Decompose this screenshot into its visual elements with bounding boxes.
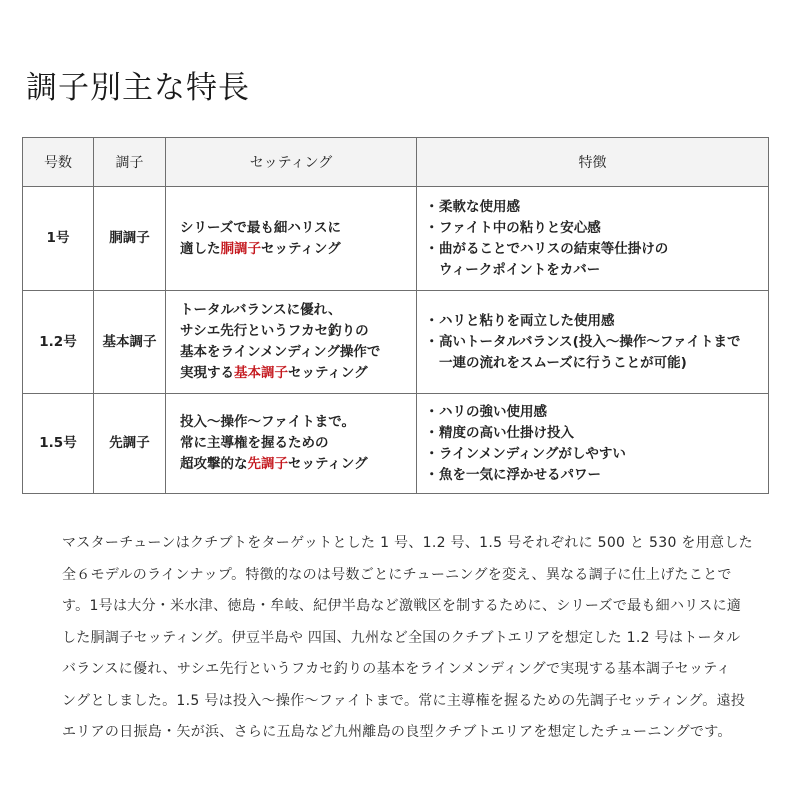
setting-text: セッティング xyxy=(288,456,368,472)
description-line: した胴調子セッティング。伊豆半島や 四国、九州など全国のクチブトエリアを想定した 1.2 号はトータル xyxy=(62,629,741,646)
list-item xyxy=(425,218,768,239)
setting-highlight: 先調子 xyxy=(247,456,288,472)
list-item xyxy=(425,465,768,486)
setting-text: 超攻撃的な xyxy=(180,456,248,472)
feature-text: 一連の流れをスムーズに行うことが可能) xyxy=(439,354,687,371)
header-features: 特徴 xyxy=(417,138,769,187)
description-line: す。1号は大分・米水津、徳島・牟岐、紀伊半島など激戦区を制するために、シリーズで最も細ハリスに適 xyxy=(62,598,742,614)
bullet: ・ xyxy=(425,240,439,257)
description-line: マスターチューンはクチブトをターゲットとした 1 号、1.2 号、1.5 号それぞれに 500 と 530 を用意した xyxy=(62,535,753,551)
row-number: 1号 xyxy=(23,187,94,291)
list-item xyxy=(425,197,768,218)
list-item xyxy=(425,260,768,281)
feature-text: ウィークポイントをカバー xyxy=(439,261,601,278)
spec-table xyxy=(22,137,769,494)
table-row xyxy=(23,187,769,291)
description-line: バランスに優れ、サシエ先行というフカセ釣りの基本をラインメンディングで実現する基本調子セッティ xyxy=(62,661,731,677)
list-item xyxy=(425,239,768,260)
bullet: ・ xyxy=(425,424,439,441)
row-number: 1.2号 xyxy=(23,291,94,394)
list-item xyxy=(425,423,768,444)
bullet: ・ xyxy=(425,466,439,483)
row-features xyxy=(417,291,769,394)
table-header-row xyxy=(23,138,769,187)
setting-highlight: 基本調子 xyxy=(234,365,288,381)
feature-text: 曲がることでハリスの結束等仕掛けの xyxy=(439,240,669,257)
setting-line: サシエ先行というフカセ釣りの xyxy=(180,323,369,339)
setting-line: 常に主導権を握るための xyxy=(180,435,329,451)
row-type: 胴調子 xyxy=(94,187,166,291)
feature-text: 魚を一気に浮かせるパワー xyxy=(439,466,601,483)
header-setting: セッティング xyxy=(166,138,417,187)
feature-text: ファイト中の粘りと安心感 xyxy=(439,219,601,236)
table-row xyxy=(23,394,769,494)
feature-text: ハリと粘りを両立した使用感 xyxy=(439,312,615,329)
row-type: 基本調子 xyxy=(94,291,166,394)
row-setting xyxy=(166,187,417,291)
row-setting xyxy=(166,394,417,494)
bullet: ・ xyxy=(425,312,439,329)
row-features xyxy=(417,187,769,291)
row-type: 先調子 xyxy=(94,394,166,494)
bullet: ・ xyxy=(425,403,439,420)
setting-text: セッティング xyxy=(261,240,341,257)
bullet: ・ xyxy=(425,198,439,215)
bullet: ・ xyxy=(425,445,439,462)
description-paragraph xyxy=(62,528,753,749)
list-item xyxy=(425,444,768,465)
description-line: エリアの日振島・矢が浜、さらに五島など九州離島の良型クチブトエリアを想定したチューニングです。 xyxy=(62,724,732,740)
setting-text: 適した xyxy=(180,240,221,257)
bullet: ・ xyxy=(425,333,439,350)
header-number: 号数 xyxy=(23,138,94,187)
setting-line: トータルバランスに優れ、 xyxy=(180,302,342,318)
description-line: ングとしました。1.5 号は投入〜操作〜ファイトまで。常に主導権を握るための先調子セッティング。遠投 xyxy=(62,692,746,709)
header-type: 調子 xyxy=(94,138,166,187)
bullet: ・ xyxy=(425,219,439,236)
setting-line: 投入〜操作〜ファイトまで。 xyxy=(180,414,355,430)
row-setting xyxy=(166,291,417,394)
row-features xyxy=(417,394,769,494)
table-row xyxy=(23,291,769,394)
feature-text: ハリの強い使用感 xyxy=(439,403,547,420)
feature-text: 柔軟な使用感 xyxy=(439,198,520,215)
description-line: 全６モデルのラインナップ。特徴的なのは号数ごとにチューニングを変え、異なる調子に仕上げたことで xyxy=(62,566,732,583)
row-number: 1.5号 xyxy=(23,394,94,494)
feature-text: 高いトータルバランス(投入〜操作〜ファイトまで xyxy=(439,333,741,350)
page-title: 調子別主な特長 xyxy=(26,70,250,106)
setting-text: セッティング xyxy=(288,365,368,381)
setting-highlight: 胴調子 xyxy=(220,240,261,257)
list-item xyxy=(425,353,768,374)
setting-line: 基本をラインメンディング操作で xyxy=(180,344,381,360)
feature-text: 精度の高い仕掛け投入 xyxy=(439,424,574,441)
setting-line: シリーズで最も細ハリスに xyxy=(180,219,342,236)
setting-text: 実現する xyxy=(180,365,234,381)
list-item xyxy=(425,311,768,332)
list-item xyxy=(425,332,768,353)
list-item xyxy=(425,402,768,423)
feature-text: ラインメンディングがしやすい xyxy=(439,445,626,462)
